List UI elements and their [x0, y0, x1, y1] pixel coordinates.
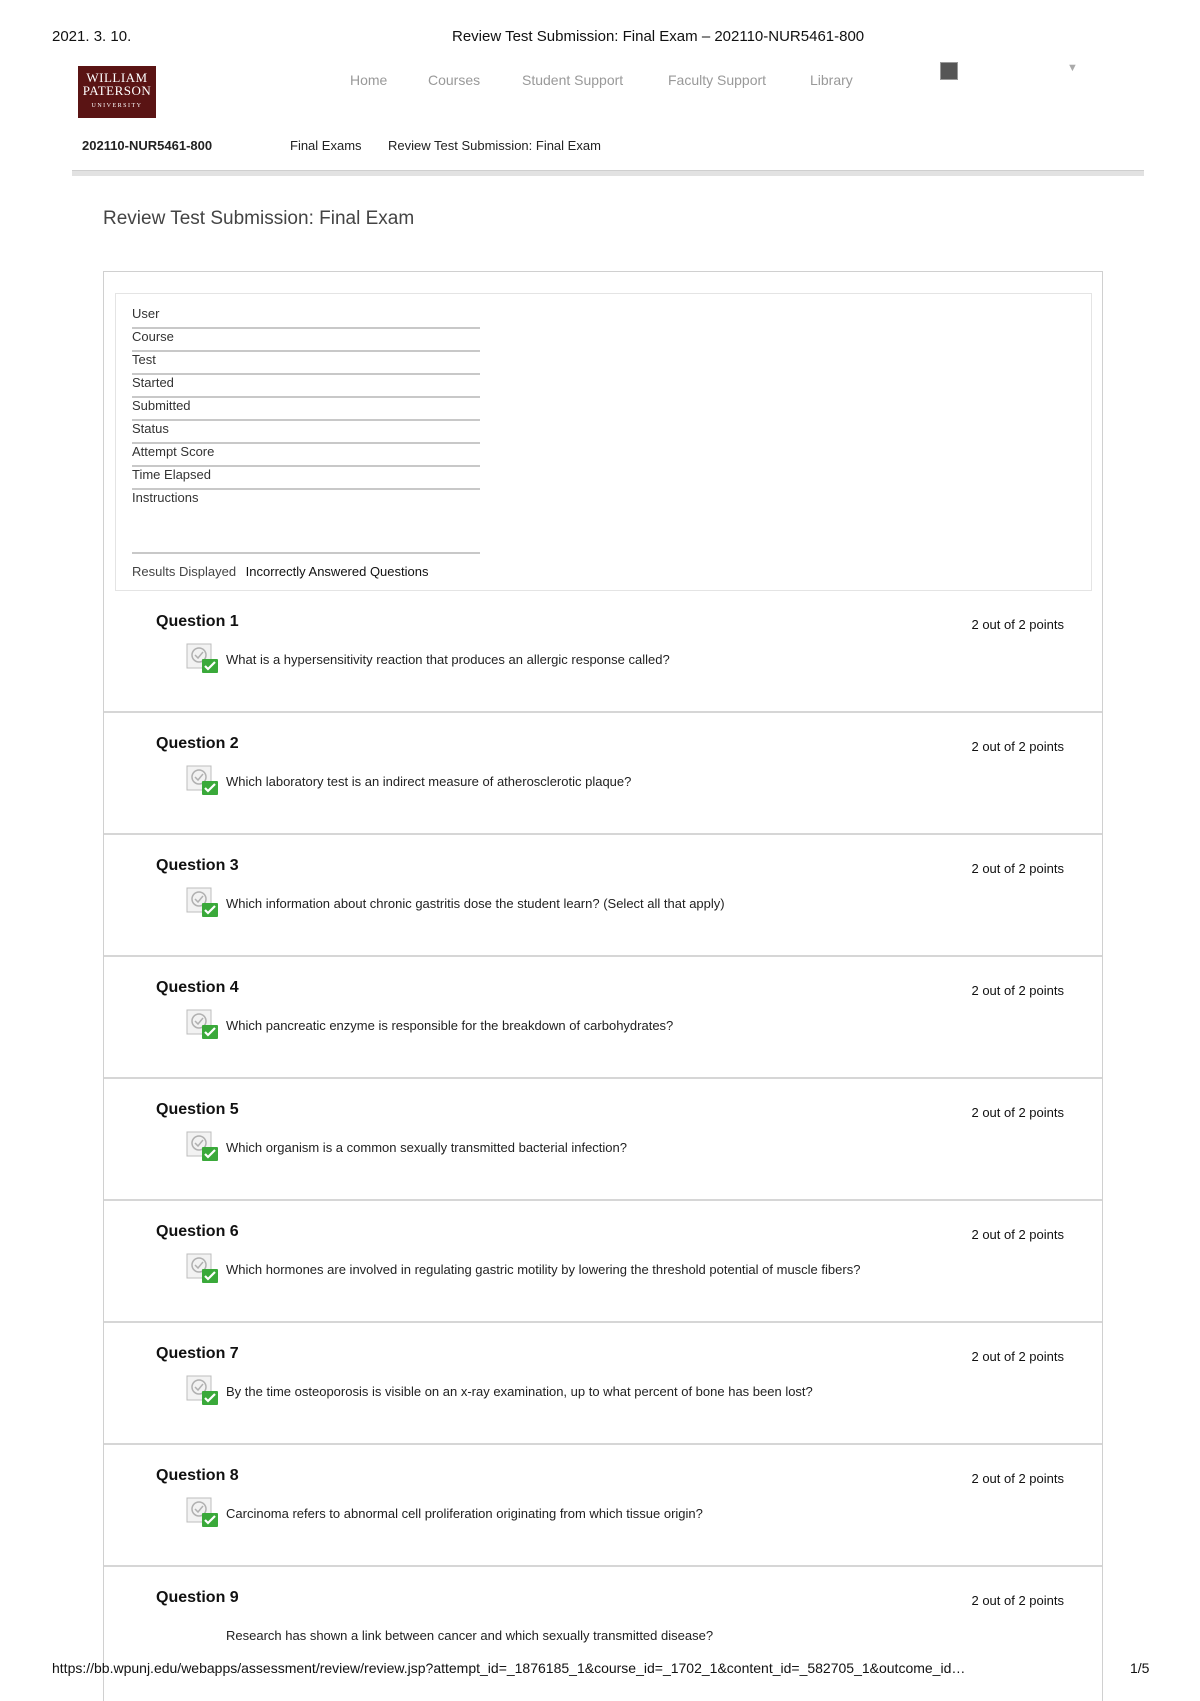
- question-text: What is a hypersensitivity reaction that produces an allergic response called?: [226, 652, 670, 667]
- info-label-instructions: Instructions: [132, 488, 480, 554]
- correct-check-icon: [186, 765, 220, 797]
- question-points: 2 out of 2 points: [971, 1593, 1064, 1608]
- question-text: Research has shown a link between cancer and which sexually transmitted disease?: [226, 1628, 714, 1643]
- question-points: 2 out of 2 points: [971, 739, 1064, 754]
- question-item: [104, 591, 1102, 713]
- question-item: [104, 713, 1102, 835]
- breadcrumb-current: Review Test Submission: Final Exam: [388, 138, 601, 153]
- print-page-number: 1/5: [1130, 1660, 1150, 1676]
- question-points: 2 out of 2 points: [971, 1471, 1064, 1486]
- question-title: Question 7: [156, 1345, 239, 1362]
- question-title: Question 4: [156, 979, 239, 996]
- info-label-status: Status: [132, 419, 480, 444]
- question-item: [104, 1323, 1102, 1445]
- question-text: Which organism is a common sexually transmitted bacterial infection?: [226, 1140, 628, 1155]
- user-avatar-icon[interactable]: [940, 62, 958, 80]
- correct-check-icon: [186, 887, 220, 919]
- review-panel: [103, 271, 1103, 1701]
- correct-check-icon: [186, 1497, 220, 1529]
- logo-line-3: UNIVERSITY: [91, 103, 143, 109]
- question-text: Carcinoma refers to abnormal cell proliferation originating from which tissue origin?: [226, 1506, 703, 1521]
- question-title: Question 3: [156, 857, 239, 874]
- results-displayed-value: Incorrectly Answered Questions: [245, 564, 429, 579]
- breadcrumb-divider: [72, 170, 1144, 176]
- info-label-user: User: [132, 304, 480, 329]
- question-item: [104, 1445, 1102, 1567]
- info-label-test: Test: [132, 350, 480, 375]
- question-title: Question 5: [156, 1101, 239, 1118]
- print-title: Review Test Submission: Final Exam – 202110-NUR5461-800: [452, 28, 865, 45]
- question-title: Question 9: [156, 1589, 239, 1606]
- question-points: 2 out of 2 points: [971, 983, 1064, 998]
- question-title: Question 8: [156, 1467, 239, 1484]
- question-item: [104, 1201, 1102, 1323]
- question-points: 2 out of 2 points: [971, 861, 1064, 876]
- info-label-started: Started: [132, 373, 480, 398]
- info-label-submitted: Submitted: [132, 396, 480, 421]
- question-item: [104, 835, 1102, 957]
- logo-line-2: PATERSON: [82, 83, 152, 98]
- info-label-attempt-score: Attempt Score: [132, 442, 480, 467]
- question-text: Which laboratory test is an indirect measure of atherosclerotic plaque?: [226, 774, 632, 789]
- page-title: Review Test Submission: Final Exam: [103, 208, 415, 229]
- question-title: Question 1: [156, 613, 239, 630]
- caret-down-icon[interactable]: ▼: [1067, 62, 1078, 74]
- nav-faculty-support[interactable]: Faculty Support: [668, 72, 767, 88]
- results-displayed: [132, 564, 428, 579]
- question-title: Question 6: [156, 1223, 239, 1240]
- correct-check-icon: [186, 1131, 220, 1163]
- logo-line-1: WILLIAM: [86, 70, 148, 85]
- correct-check-icon: [186, 1375, 220, 1407]
- question-item: [104, 1079, 1102, 1201]
- question-text: Which pancreatic enzyme is responsible for the breakdown of carbohydrates?: [226, 1018, 674, 1033]
- breadcrumb-final-exams[interactable]: Final Exams: [290, 138, 362, 153]
- question-points: 2 out of 2 points: [971, 1105, 1064, 1120]
- question-text: By the time osteoporosis is visible on an x-ray examination, up to what percent of bone has been lost?: [226, 1384, 813, 1399]
- nav-student-support[interactable]: Student Support: [522, 72, 624, 88]
- info-label-time-elapsed: Time Elapsed: [132, 465, 480, 490]
- correct-check-icon: [186, 1253, 220, 1285]
- question-text: Which hormones are involved in regulating gastric motility by lowering the threshold potential of muscle fibers?: [226, 1262, 861, 1277]
- question-item: [104, 957, 1102, 1079]
- correct-check-icon: [186, 1009, 220, 1041]
- nav-courses[interactable]: Courses: [428, 72, 481, 88]
- question-title: Question 2: [156, 735, 239, 752]
- question-points: 2 out of 2 points: [971, 617, 1064, 632]
- info-label-course: Course: [132, 327, 480, 352]
- nav-home[interactable]: Home: [350, 72, 388, 88]
- question-points: 2 out of 2 points: [971, 1349, 1064, 1364]
- print-date: 2021. 3. 10.: [52, 28, 132, 45]
- attempt-info-box: [115, 293, 1092, 591]
- question-points: 2 out of 2 points: [971, 1227, 1064, 1242]
- print-header: [0, 28, 1200, 48]
- university-logo[interactable]: [78, 66, 156, 118]
- print-url: https://bb.wpunj.edu/webapps/assessment/review/review.jsp?attempt_id=_1876185_1&course_id=_1702_1&content_id=_582705_1&outcome_id…: [52, 1660, 966, 1676]
- results-displayed-label: Results Displayed: [132, 564, 237, 579]
- breadcrumb-course[interactable]: 202110-NUR5461-800: [82, 138, 213, 153]
- correct-check-icon: [186, 643, 220, 675]
- nav-library[interactable]: Library: [810, 72, 853, 88]
- question-text: Which information about chronic gastritis dose the student learn? (Select all that apply): [226, 896, 725, 911]
